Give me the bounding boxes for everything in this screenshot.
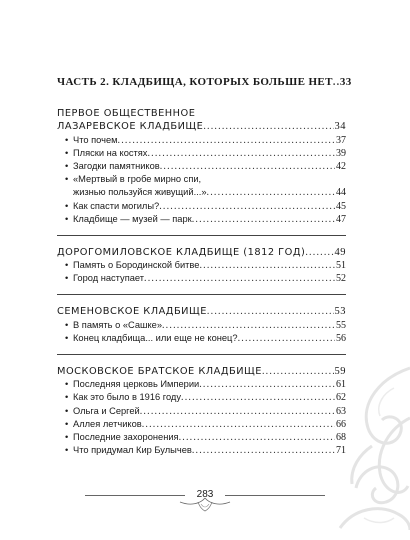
toc-entry: [57, 319, 346, 332]
toc-leader: [207, 305, 334, 318]
toc-leader: [181, 391, 335, 404]
bullet-icon: •: [65, 418, 69, 429]
toc-page-number: 45: [336, 200, 346, 212]
bullet-icon: •: [65, 200, 69, 211]
toc-chapter-heading: [57, 305, 346, 318]
toc-entry-title: «Мертвый в гробе мирно спи,: [73, 174, 202, 185]
folio-rule-right: [225, 495, 325, 496]
bullet-icon: •: [65, 445, 69, 456]
toc-chapter-heading: [57, 120, 346, 133]
bullet-icon: •: [65, 174, 69, 185]
toc-chapter-title: ПЕРВОЕ ОБЩЕСТВЕННОЕ: [57, 108, 196, 120]
toc-entry-title: Аллея летчиков: [73, 418, 142, 429]
toc-entry-title: Последние захоронения: [73, 431, 179, 442]
toc-entry-title: Конец кладбища... или еще не конец?: [73, 332, 238, 343]
toc-entry: [57, 418, 346, 431]
bullet-icon: •: [65, 147, 69, 158]
toc-page-number: 49: [334, 246, 346, 258]
toc-chapter-heading: [57, 246, 346, 259]
toc-entry: [57, 134, 346, 147]
toc-leader: [199, 259, 335, 272]
bullet-icon: •: [65, 332, 69, 343]
toc-section: [57, 305, 346, 345]
toc-entry-title: В память о «Сашке»: [73, 319, 162, 330]
toc-page-number: 51: [336, 260, 346, 272]
toc-leader: [160, 160, 335, 173]
toc-page-number: 61: [336, 379, 346, 391]
table-of-contents: [57, 76, 352, 457]
bullet-icon: •: [65, 160, 69, 171]
toc-entry: [57, 332, 346, 345]
toc-entry: [57, 431, 346, 444]
toc-leader: [159, 200, 335, 213]
toc-page-number: 33: [339, 76, 352, 88]
toc-entry: [57, 272, 346, 285]
toc-entry: [57, 378, 346, 391]
toc-chapter-title: ДОРОГОМИЛОВСКОЕ КЛАДБИЩЕ (1812 ГОД): [57, 246, 306, 258]
toc-entry-title: Как спасти могилы?: [73, 200, 160, 211]
toc-leader: [118, 134, 335, 147]
toc-page-number: 34: [334, 121, 346, 133]
bullet-icon: •: [65, 273, 69, 284]
toc-entry-title: Пляски на костях: [73, 147, 148, 158]
toc-leader: [192, 213, 335, 226]
toc-leader: [142, 418, 335, 431]
toc-leader: [199, 378, 335, 391]
bullet-icon: •: [65, 392, 69, 403]
bullet-icon: •: [65, 134, 69, 145]
toc-entry: [57, 213, 346, 226]
toc-entry: [57, 160, 346, 173]
toc-entry-title: Последняя церковь Империи: [73, 379, 200, 390]
toc-entry-first-line: [57, 173, 346, 186]
toc-chapter-title: МОСКОВСКОЕ БРАТСКОЕ КЛАДБИЩЕ: [57, 366, 262, 377]
bullet-icon: •: [65, 379, 69, 390]
folio-rule-left: [85, 495, 185, 496]
toc-leader: [203, 120, 333, 133]
section-divider: [57, 354, 346, 355]
toc-entry: [57, 405, 346, 418]
toc-entry-title-continued: жизнью пользуйся живущий...»: [73, 187, 207, 198]
toc-page-number: 63: [336, 405, 346, 417]
toc-leader: [144, 272, 335, 285]
toc-page-number: 71: [336, 445, 346, 457]
toc-entry-title: Что придумал Кир Булычев: [73, 445, 192, 456]
toc-chapter-title: СЕМЕНОВСКОЕ КЛАДБИЩЕ: [57, 306, 207, 318]
toc-leader: [179, 431, 335, 444]
toc-entry-title: Загодки памятников: [73, 160, 160, 171]
toc-entry-title: Как это было в 1916 году: [73, 392, 181, 403]
toc-entry: [57, 147, 346, 160]
toc-chapter-heading: [57, 365, 346, 378]
bullet-icon: •: [65, 260, 69, 271]
toc-entry: [57, 186, 346, 199]
toc-page-number: 42: [336, 160, 346, 172]
toc-entry-title: Ольга и Сергей: [73, 405, 140, 416]
toc-page-number: 62: [336, 392, 346, 404]
toc-page-number: 59: [334, 366, 346, 377]
toc-entry-title: Что почем: [73, 134, 118, 145]
toc-section: [57, 246, 346, 286]
toc-page-number: 52: [336, 273, 346, 285]
section-divider: [57, 235, 346, 236]
toc-page-number: 44: [336, 187, 346, 199]
toc-chapter-title: ЛАЗАРЕВСКОЕ КЛАДБИЩЕ: [57, 121, 204, 133]
page-number: 283: [196, 489, 214, 500]
toc-page-number: 53: [334, 306, 346, 318]
toc-leader: [207, 186, 336, 199]
toc-page-number: 47: [336, 213, 346, 225]
bullet-icon: •: [65, 319, 69, 330]
bullet-icon: •: [65, 405, 69, 416]
toc-entry: [57, 391, 346, 404]
toc-leader: [162, 319, 335, 332]
toc-page-number: 55: [336, 319, 346, 331]
toc-entry-title: Кладбище — музей — парк: [73, 213, 192, 224]
bullet-icon: •: [65, 431, 69, 442]
toc-leader: [147, 147, 335, 160]
corner-flourish-icon: [320, 358, 410, 540]
toc-entry: [57, 259, 346, 272]
toc-page-number: 37: [336, 134, 346, 146]
toc-part-title: ЧАСТЬ 2. КЛАДБИЩА, КОТОРЫХ БОЛЬШЕ НЕТ: [57, 76, 333, 88]
bullet-icon: •: [65, 213, 69, 224]
toc-page-number: 39: [336, 147, 346, 159]
toc-page-number: 56: [336, 332, 346, 344]
toc-leader: [140, 405, 335, 418]
toc-section: [57, 365, 346, 457]
toc-entry: [57, 444, 346, 457]
toc-entry-title: Город наступает: [73, 273, 145, 284]
toc-part-heading: [57, 76, 352, 89]
section-divider: [57, 294, 346, 295]
toc-section: [57, 107, 346, 226]
toc-entry-title: Память о Бородинской битве: [73, 260, 200, 271]
toc-entry: [57, 200, 346, 213]
toc-page-number: 68: [336, 431, 346, 443]
toc-leader: [238, 332, 335, 345]
toc-leader: [305, 246, 333, 259]
toc-page-number: 66: [336, 418, 346, 430]
toc-leader: [192, 444, 335, 457]
